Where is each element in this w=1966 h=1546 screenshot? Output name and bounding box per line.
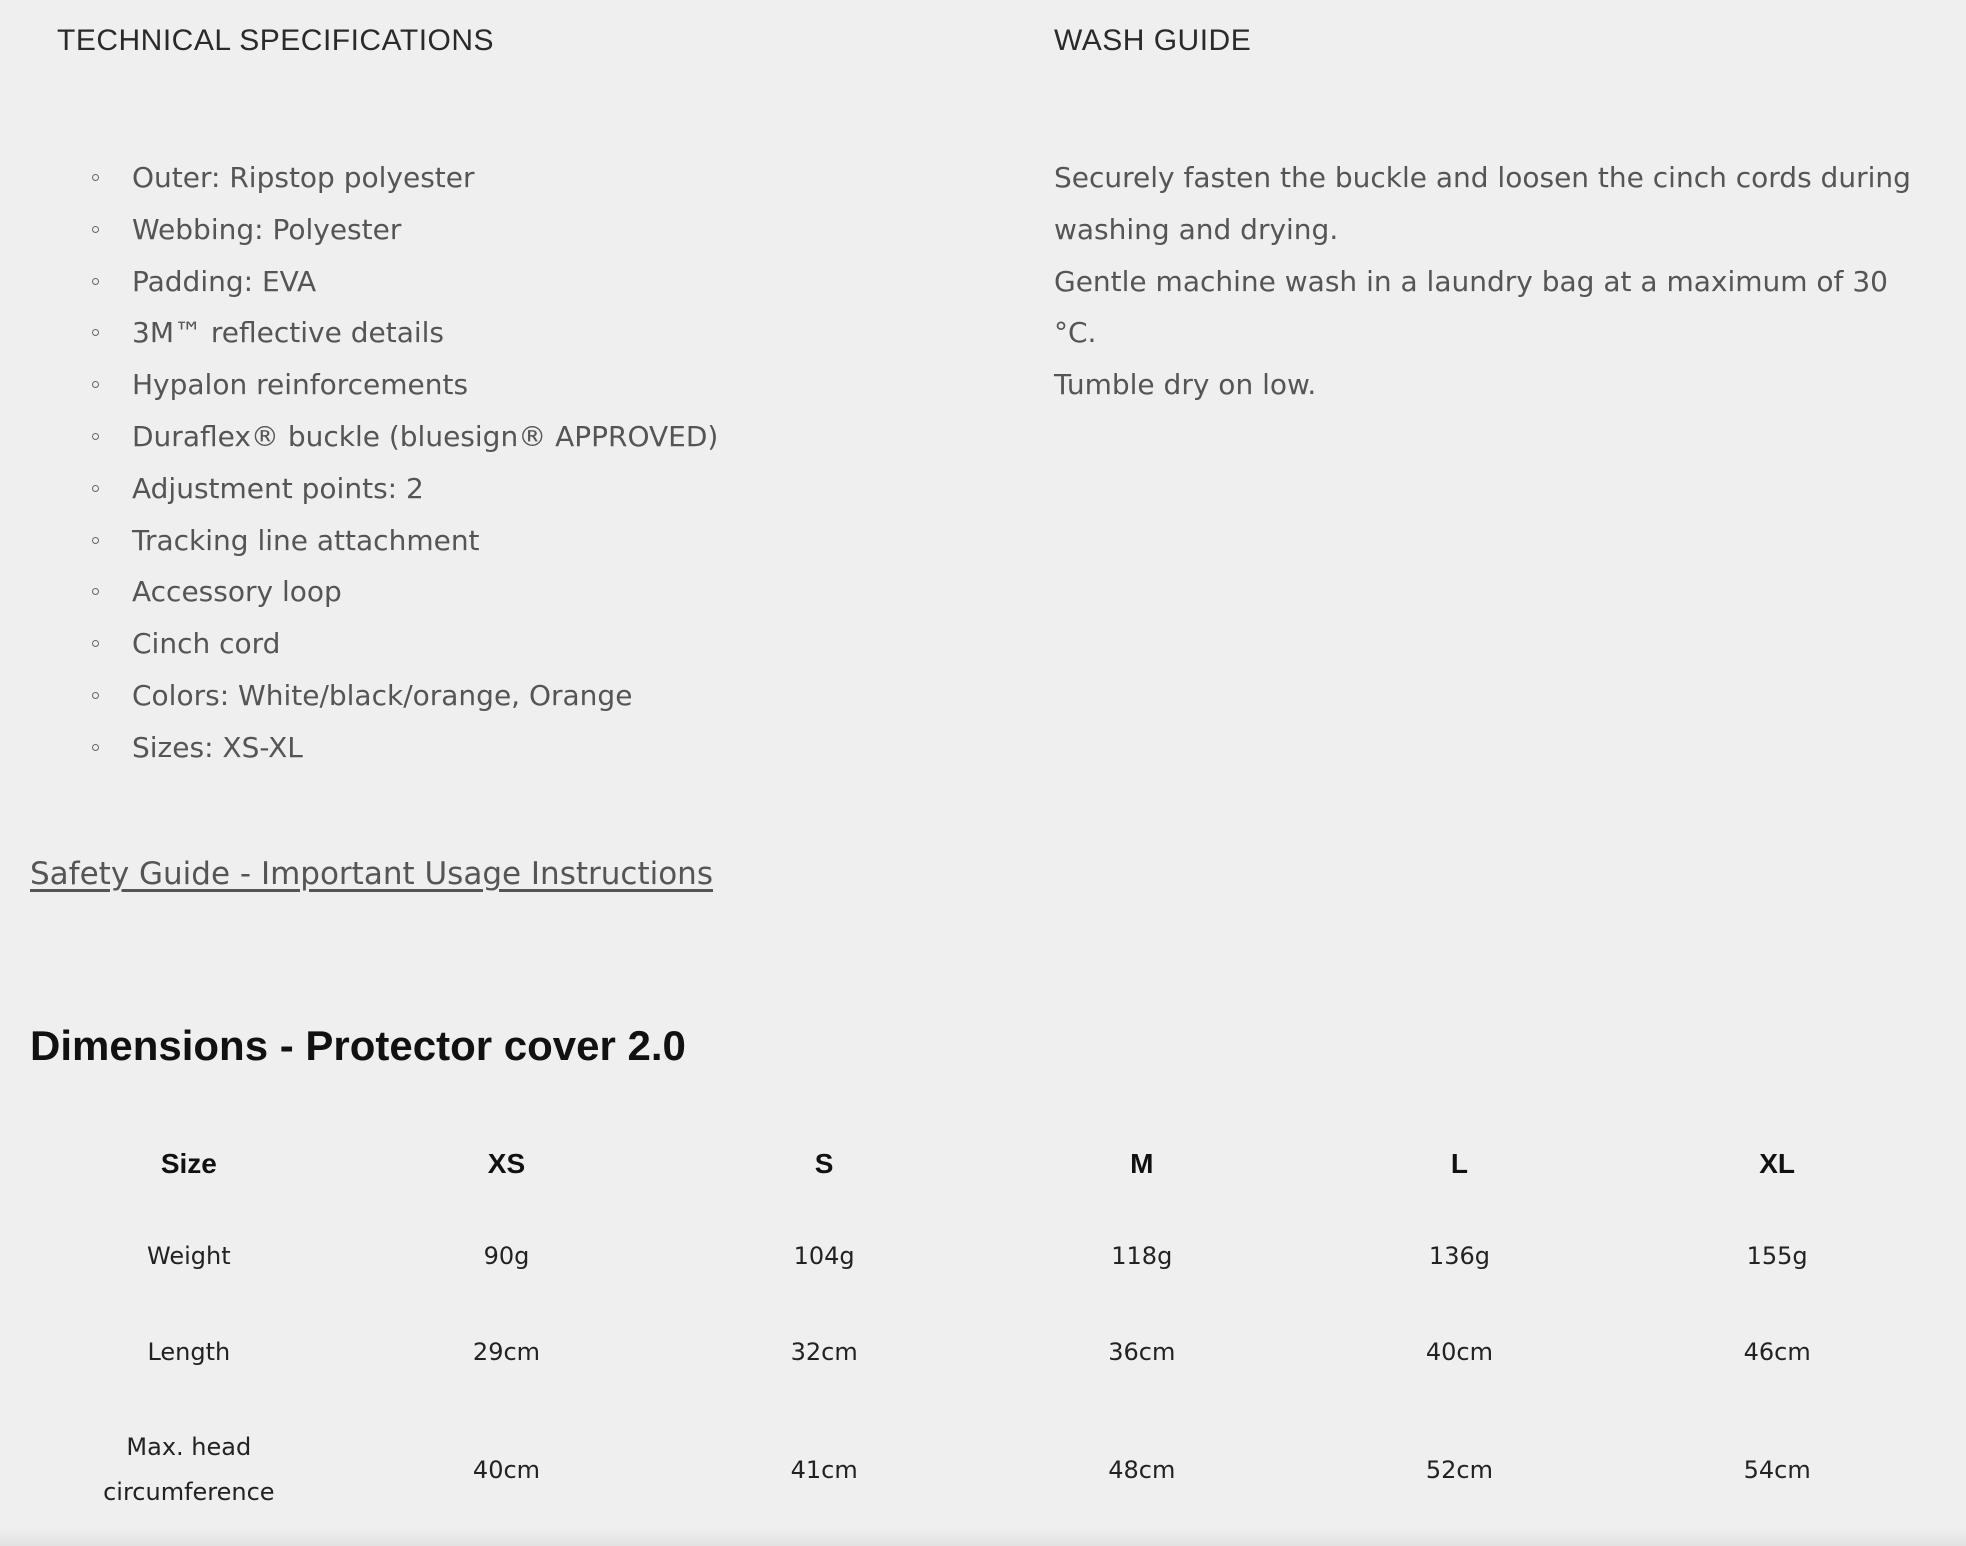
list-item [92, 307, 957, 359]
circle-bullet-icon [92, 744, 99, 751]
table-cell: 41cm [790, 1455, 858, 1484]
circle-bullet-icon [92, 226, 99, 233]
dimensions-table [30, 1120, 1936, 1540]
list-item [92, 204, 957, 256]
table-cell: 46cm [1743, 1338, 1811, 1366]
spec-item-text: Sizes: XS-XL [132, 730, 303, 764]
column-header-xs: XS [487, 1148, 526, 1179]
technical-specifications-section [57, 20, 957, 774]
table-cell: 40cm [472, 1455, 541, 1484]
circle-bullet-icon [92, 537, 99, 544]
row-label: Weight [147, 1242, 231, 1270]
table-cell: 29cm [472, 1338, 541, 1366]
wash-guide-paragraph: Securely fasten the buckle and loosen the cinch cords during washing and drying. [1054, 161, 1911, 246]
circle-bullet-icon [92, 278, 99, 285]
spec-item-text: Adjustment points: 2 [132, 471, 424, 505]
wash-guide-paragraph: Gentle machine wash in a laundry bag at a maximum of 30 °C. [1054, 264, 1888, 350]
column-header-m: M [1130, 1148, 1154, 1179]
spec-item-text: Duraflex® buckle (bluesign® APPROVED) [132, 419, 719, 453]
list-item [92, 152, 957, 204]
row-label: Length [147, 1338, 231, 1366]
table-cell: 104g [793, 1242, 855, 1270]
column-header-xl: XL [1759, 1148, 1796, 1179]
spec-list [57, 152, 957, 774]
list-item [92, 566, 957, 618]
table-cell: 48cm [1108, 1455, 1176, 1484]
table-cell: 36cm [1108, 1338, 1176, 1366]
spec-item-text: Padding: EVA [132, 264, 317, 298]
table-cell: 118g [1111, 1242, 1173, 1270]
list-item [92, 411, 957, 463]
wash-guide-text [1054, 152, 1934, 411]
table-cell: 136g [1428, 1242, 1490, 1270]
list-item [92, 515, 957, 567]
table-row [30, 1208, 1936, 1304]
table-row [30, 1400, 1936, 1540]
table-cell: 54cm [1743, 1455, 1811, 1484]
row-label: Max. head circumference [103, 1433, 275, 1506]
wash-guide-heading: WASH GUIDE [1054, 24, 1252, 57]
spec-item-text: 3M™ reflective details [132, 316, 444, 350]
bottom-shadow [0, 1528, 1966, 1546]
table-cell: 32cm [790, 1338, 858, 1366]
table-header-row [30, 1120, 1936, 1208]
dimensions-title: Dimensions - Protector cover 2.0 [30, 1022, 686, 1069]
spec-item-text: Tracking line attachment [132, 523, 480, 557]
wash-guide-section [1054, 20, 1934, 411]
list-item [92, 359, 957, 411]
spec-item-text: Cinch cord [132, 627, 281, 661]
table-row [30, 1304, 1936, 1400]
list-item [92, 463, 957, 515]
circle-bullet-icon [92, 174, 99, 181]
spec-item-text: Webbing: Polyester [132, 212, 402, 246]
column-header-s: S [814, 1148, 834, 1179]
list-item [92, 722, 957, 774]
list-item [92, 670, 957, 722]
wash-guide-paragraph: Tumble dry on low. [1054, 368, 1317, 402]
circle-bullet-icon [92, 485, 99, 492]
table-cell: 40cm [1425, 1338, 1494, 1366]
spec-item-text: Colors: White/black/orange, Orange [132, 678, 633, 712]
table-cell: 90g [483, 1242, 530, 1270]
table-cell: 52cm [1425, 1455, 1494, 1484]
circle-bullet-icon [92, 433, 99, 440]
table-cell: 155g [1746, 1242, 1808, 1270]
row-label-cell [30, 1400, 348, 1540]
spec-item-text: Accessory loop [132, 575, 342, 609]
spec-item-text: Outer: Ripstop polyester [132, 161, 475, 194]
column-header-size: Size [160, 1148, 217, 1179]
technical-specifications-heading: TECHNICAL SPECIFICATIONS [57, 24, 495, 57]
column-header-l: L [1450, 1148, 1468, 1179]
circle-bullet-icon [92, 640, 99, 647]
spec-item-text: Hypalon reinforcements [132, 368, 469, 402]
safety-guide-link[interactable]: Safety Guide - Important Usage Instructions [30, 856, 713, 892]
circle-bullet-icon [92, 588, 99, 595]
circle-bullet-icon [92, 381, 99, 388]
circle-bullet-icon [92, 329, 99, 336]
list-item [92, 618, 957, 670]
circle-bullet-icon [92, 692, 99, 699]
list-item [92, 256, 957, 308]
